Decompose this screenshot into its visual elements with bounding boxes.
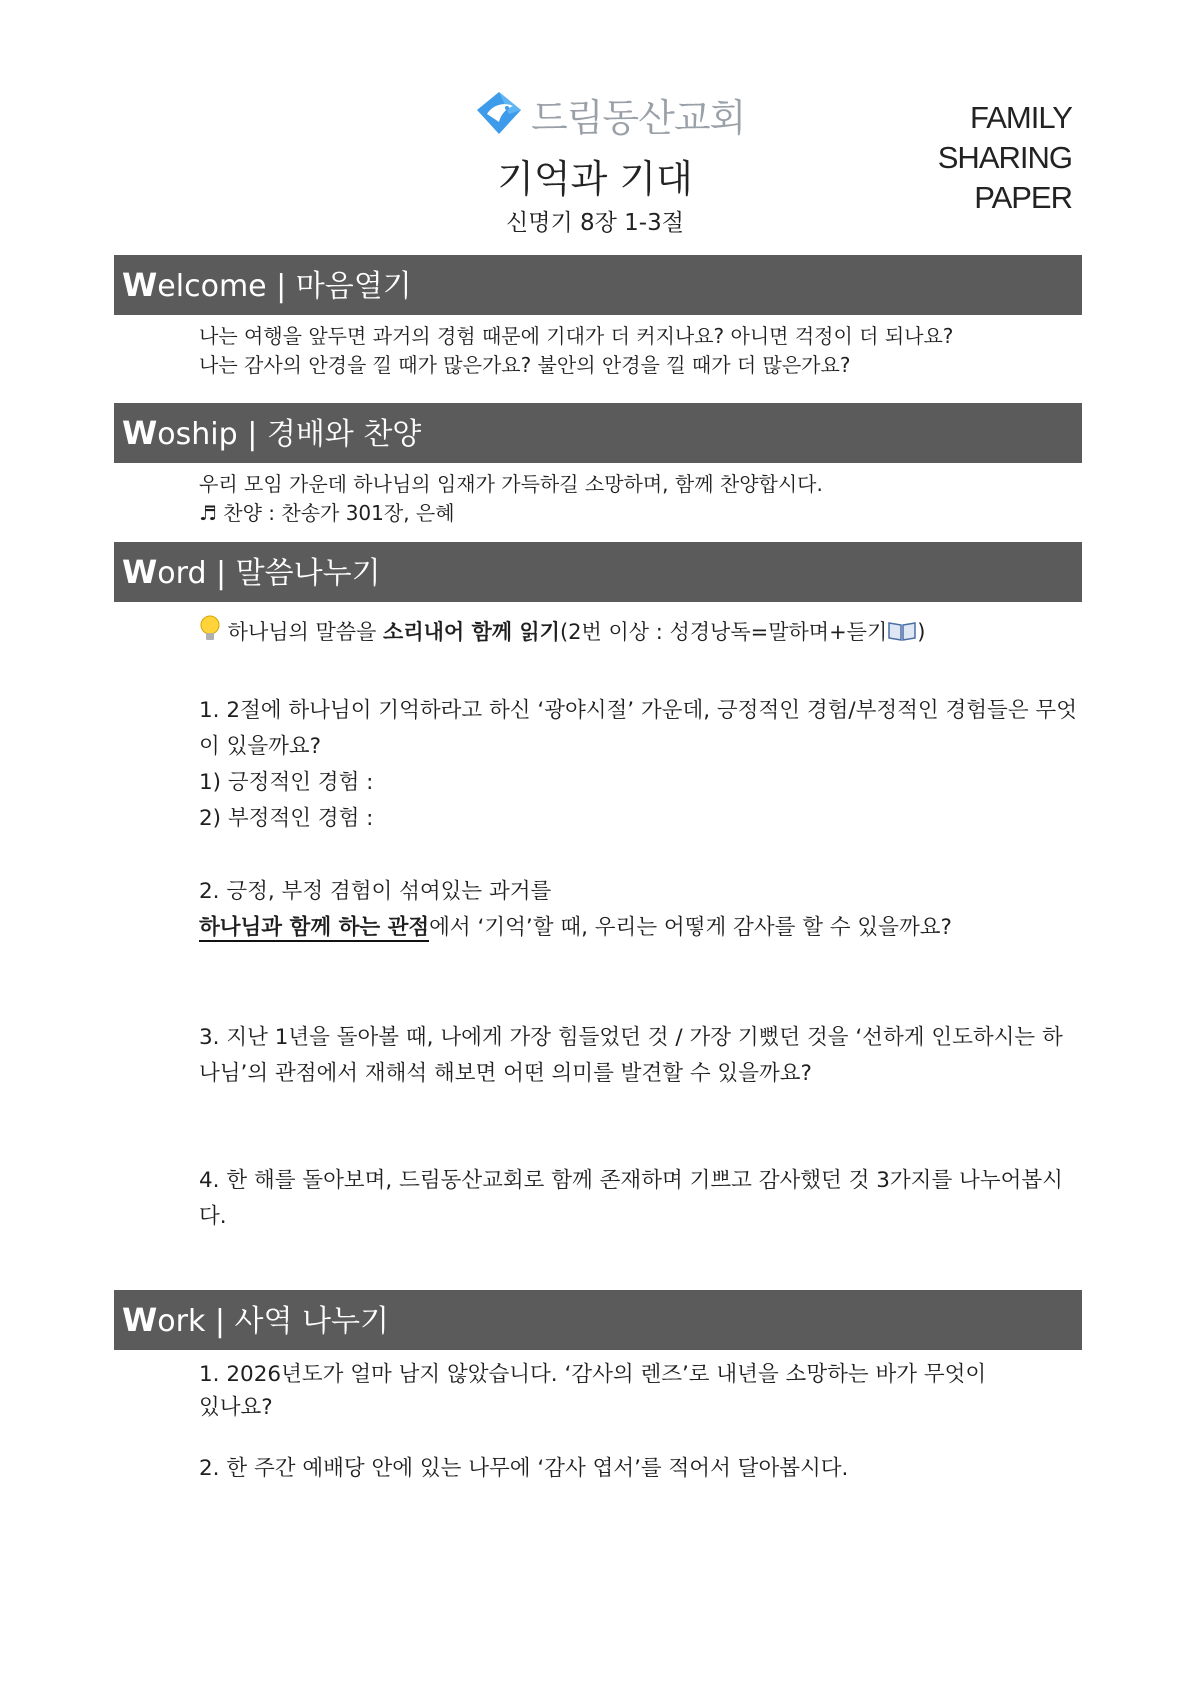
question-3-text: 3. 지난 1년을 돌아볼 때, 나에게 가장 힘들었던 것 / 가장 기뻤던 것을 ‘선하게 인도하시는 하나님’의 관점에서 재해석 해보면 어떤 의미를 발견할 수 있을까요? bbox=[199, 1025, 1063, 1086]
side-label-line: PAPER bbox=[974, 180, 1072, 215]
question-1 bbox=[199, 693, 1079, 837]
work-item-2 bbox=[199, 1451, 1079, 1487]
worship-text bbox=[199, 470, 1079, 528]
song-info: 찬양 : 찬송가 301장, 은혜 bbox=[216, 501, 455, 525]
welcome-text bbox=[199, 322, 1079, 380]
question-2 bbox=[199, 874, 1079, 946]
question-4 bbox=[199, 1163, 1079, 1235]
side-label-line: SHARING bbox=[937, 140, 1072, 175]
section-header-work bbox=[114, 1290, 1082, 1350]
work-item-2-text: 2. 한 주간 예배당 안에 있는 나무에 ‘감사 엽서’를 적어서 달아봅시다. bbox=[199, 1456, 849, 1481]
reading-post: (2번 이상 : 성경낭독=말하며+듣기 bbox=[559, 620, 888, 644]
side-label-line: FAMILY bbox=[970, 100, 1072, 135]
question-2-emphasis: 하나님과 함께 하는 관점 bbox=[199, 915, 430, 940]
church-logo bbox=[473, 86, 745, 142]
section-title: oship | 경배와 찬양 bbox=[157, 417, 422, 452]
family-sharing-paper-label bbox=[938, 98, 1072, 218]
section-title: ord | 말씀나누기 bbox=[157, 556, 381, 591]
section-header-welcome bbox=[114, 255, 1082, 315]
reading-pre: 하나님의 말씀을 bbox=[221, 620, 384, 644]
question-1-positive: 1) 긍정적인 경험 : bbox=[199, 770, 374, 795]
section-initial: W bbox=[122, 1301, 158, 1339]
worship-line: 우리 모임 가운데 하나님의 임재가 가득하길 소망하며, 함께 찬양합시다. bbox=[199, 472, 823, 496]
welcome-question: 나는 여행을 앞두면 과거의 경험 때문에 기대가 더 커지나요? 아니면 걱정이 더 되나요? bbox=[199, 324, 954, 348]
lightbulb-icon bbox=[199, 615, 221, 654]
section-initial: W bbox=[122, 414, 158, 452]
reading-end: ) bbox=[917, 620, 926, 644]
welcome-question: 나는 감사의 안경을 낄 때가 많은가요? 불안의 안경을 낄 때가 더 많은가요? bbox=[199, 353, 851, 377]
scripture-reference: 신명기 8장 1-3절 bbox=[506, 210, 684, 236]
question-1-negative: 2) 부정적인 경험 : bbox=[199, 806, 374, 831]
reading-bold: 소리내어 함께 읽기 bbox=[383, 620, 560, 644]
section-title: ork | 사역 나누기 bbox=[157, 1304, 389, 1339]
question-2-rest: 에서 ‘기억’할 때, 우리는 어떻게 감사를 할 수 있을까요? bbox=[429, 915, 952, 940]
worship-song-line bbox=[199, 499, 1079, 528]
work-item-1 bbox=[199, 1358, 989, 1424]
section-initial: W bbox=[122, 266, 158, 304]
question-4-text: 4. 한 해를 돌아보며, 드림동산교회로 함께 존재하며 기쁘고 감사했던 것 3가지를 나누어봅시다. bbox=[199, 1168, 1063, 1229]
section-title: elcome | 마음열기 bbox=[157, 269, 412, 304]
music-note-icon: ♬ bbox=[199, 501, 217, 525]
logo-text: 드림동산교회 bbox=[531, 95, 746, 140]
section-header-word bbox=[114, 542, 1082, 602]
open-book-icon bbox=[887, 617, 917, 653]
question-1-text: 1. 2절에 하나님이 기억하라고 하신 ‘광야시절’ 가운데, 긍정적인 경험/부정적인 경험들은 무엇이 있을까요? bbox=[199, 698, 1077, 759]
question-3 bbox=[199, 1020, 1079, 1092]
page-title: 기억과 기대 bbox=[497, 157, 693, 201]
question-2-line1: 2. 긍정, 부정 겸험이 섞여있는 과거를 bbox=[199, 879, 552, 904]
section-initial: W bbox=[122, 553, 158, 591]
work-item-1-text: 1. 2026년도가 얼마 남지 않았습니다. ‘감사의 렌즈’로 내년을 소망하는 바가 무엇이 있나요? bbox=[199, 1362, 987, 1420]
section-header-worship bbox=[114, 403, 1082, 463]
reading-instruction bbox=[199, 614, 1079, 654]
dove-logo-icon bbox=[473, 88, 525, 140]
